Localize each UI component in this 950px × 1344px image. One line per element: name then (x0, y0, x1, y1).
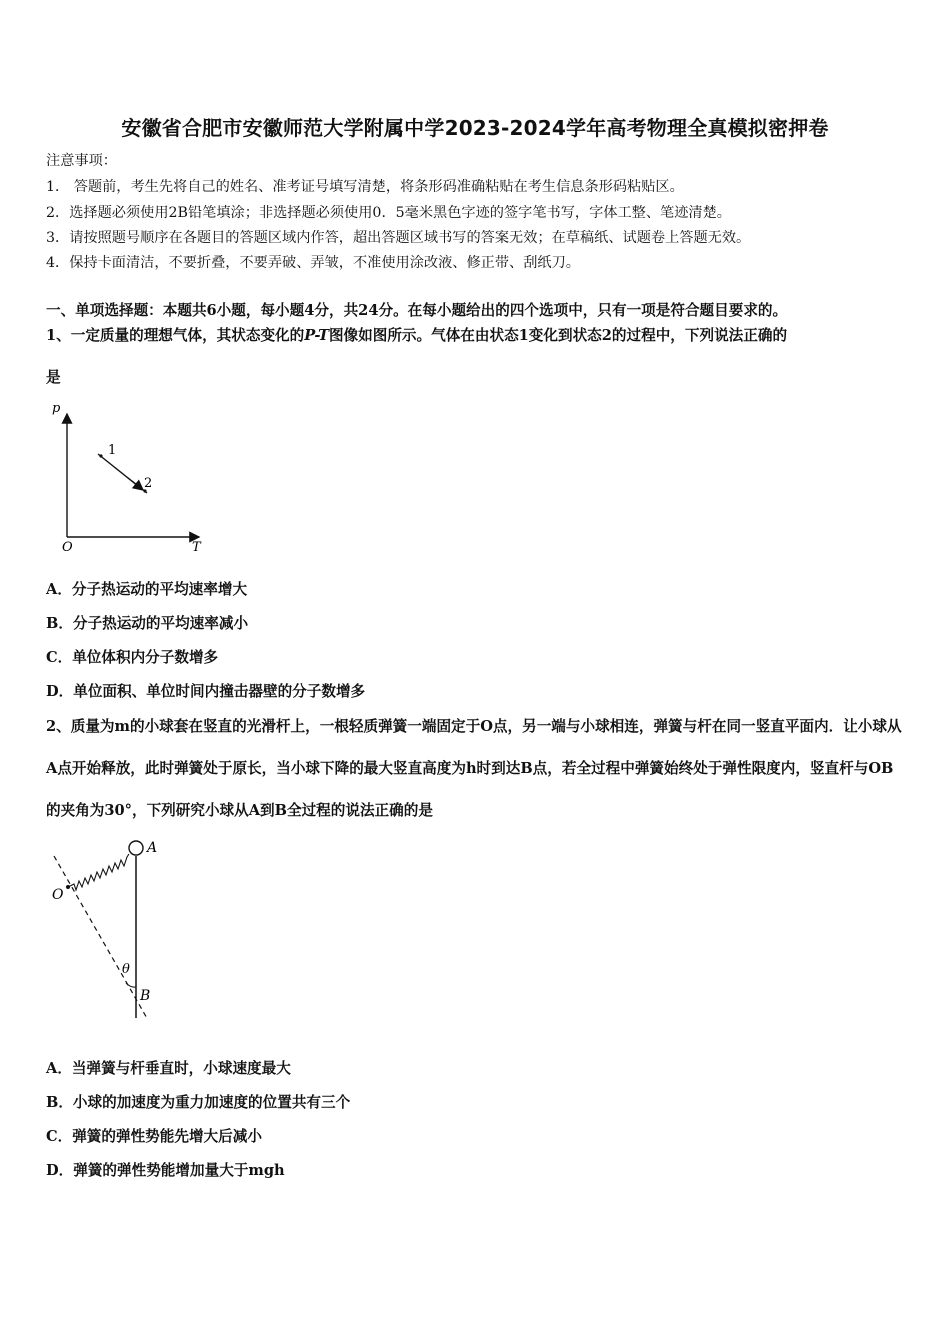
origin-label: O (62, 540, 73, 555)
notice-item-2: 2．选择题必须使用2B铅笔填涂；非选择题必须使用0．5毫米黑色字迹的签字笔书写，字体工整、笔迹清楚。 (46, 205, 731, 221)
question-2-stem: 2、质量为m的小球套在竖直的光滑杆上，一根轻质弹簧一端固定于O点，另一端与小球相连，弹簧与杆在同一竖直平面内．让小球从A点开始释放，此时弹簧处于原长，当小球下降的最大竖直高度为h时到达B点，若全过程中弹簧始终处于弹性限度内，竖直杆与OB的夹角为30°，下列研究小球从A到B全过程的说法正确的是 (46, 718, 902, 819)
notice-item-1: 1． 答题前，考生先将自己的姓名、准考证号填写清楚，将条形码准确粘贴在考生信息条形码粘贴区。 (46, 179, 684, 195)
notice-heading: 注意事项： (46, 153, 117, 169)
question-2-option-d: D．弹簧的弹性势能增加量大于mgh (46, 1162, 285, 1179)
notice-item-3: 3．请按照题号顺序在各题目的答题区域内作答，超出答题区域书写的答案无效；在草稿纸、试题卷上答题无效。 (46, 230, 751, 246)
question-1-stem-part-a: 1、一定质量的理想气体，其状态变化的 (46, 327, 305, 344)
label-theta: θ (122, 962, 130, 977)
question-1-option-a: A．分子热运动的平均速率增大 (46, 581, 248, 598)
spring (68, 854, 129, 890)
label-b: B (140, 988, 151, 1004)
section-heading: 一、单项选择题：本题共6小题，每小题4分，共24分。在每小题给出的四个选项中，只有一项是符合题目要求的。 (46, 302, 788, 319)
state-1-label: 1 (108, 443, 117, 458)
question-1-pt-graph (44, 392, 214, 562)
question-1-stem (46, 315, 906, 399)
question-1-stem-part-c: 是 (46, 369, 61, 386)
notice-item-4: 4．保持卡面清洁，不要折叠，不要弄破、弄皱，不准使用涂改液、修正带、刮纸刀。 (46, 255, 580, 271)
point-o (66, 885, 70, 889)
question-1-stem-part-b: 图像如图所示。气体在由状态1变化到状态2的过程中，下列说法正确的 (328, 327, 788, 344)
state-1-point (99, 454, 102, 457)
label-a: A (147, 840, 158, 856)
t-axis-label: T (192, 540, 201, 555)
question-1-option-b: B．分子热运动的平均速率减小 (46, 615, 249, 632)
state-2-label: 2 (144, 476, 153, 491)
dashed-line-ob (54, 856, 151, 1020)
question-2-spring-diagram (44, 828, 184, 1028)
question-2-option-c: C．弹簧的弹性势能先增大后减小 (46, 1128, 262, 1145)
question-2-option-b: B．小球的加速度为重力加速度的位置共有三个 (46, 1094, 351, 1111)
label-o: O (52, 887, 64, 903)
p-axis-label: p (52, 401, 61, 416)
ball-at-a (129, 841, 143, 855)
question-1-option-d: D．单位面积、单位时间内撞击器壁的分子数增多 (46, 683, 366, 700)
question-1-option-c: C．单位体积内分子数增多 (46, 649, 219, 666)
page-title: 安徽省合肥市安徽师范大学附属中学2023-2024学年高考物理全真模拟密押卷 (121, 116, 829, 140)
question-1-pt-label: P-T (304, 327, 329, 344)
question-2-option-a: A．当弹簧与杆垂直时，小球速度最大 (46, 1060, 291, 1077)
